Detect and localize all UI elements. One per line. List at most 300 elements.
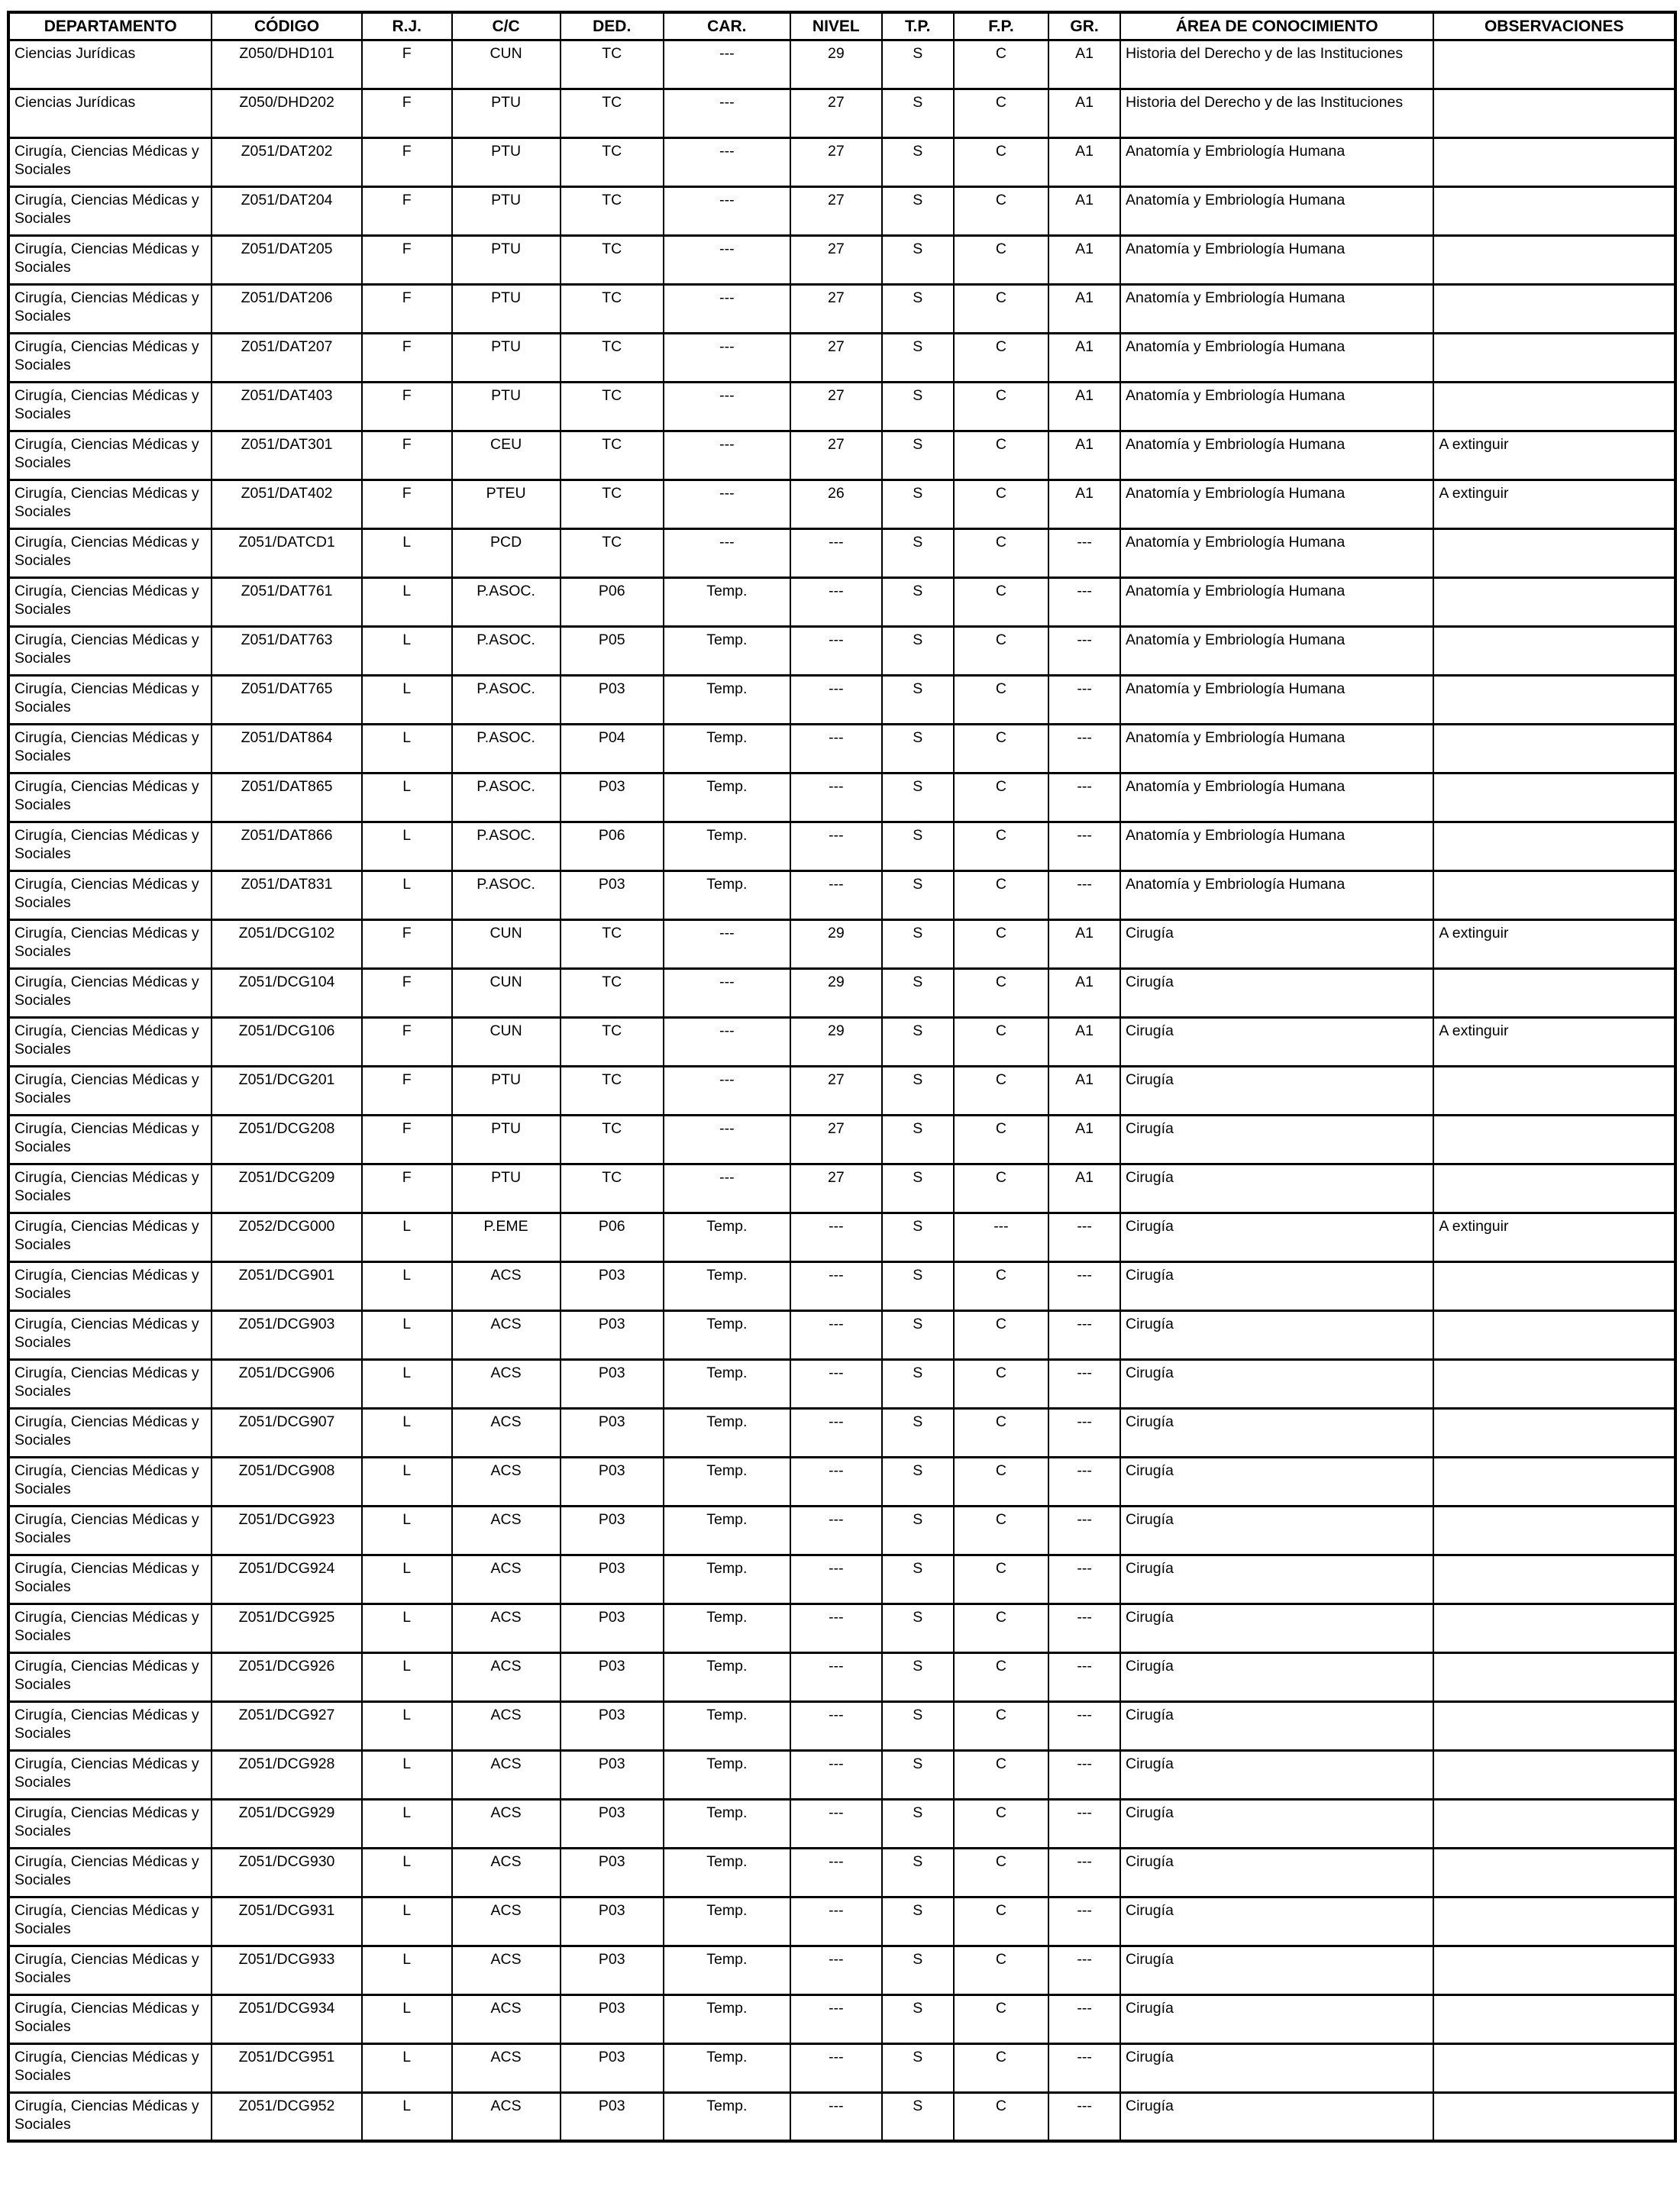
area-cell: Cirugía [1120, 1066, 1433, 1115]
observaciones-cell [1433, 1359, 1675, 1408]
observaciones-cell: A extinguir [1433, 431, 1675, 480]
nivel-cell: --- [790, 626, 882, 675]
tp-cell: S [882, 1310, 954, 1359]
gr-cell: A1 [1048, 333, 1120, 382]
car-cell: Temp. [664, 2092, 790, 2141]
ded-cell: P03 [561, 1897, 664, 1946]
cc-cell: ACS [452, 2092, 561, 2141]
rj-cell: F [362, 1066, 452, 1115]
observaciones-cell [1433, 333, 1675, 382]
area-cell: Anatomía y Embriología Humana [1120, 284, 1433, 333]
ded-cell: P03 [561, 1506, 664, 1555]
rj-cell: F [362, 137, 452, 186]
codigo-cell: Z051/DCG208 [212, 1115, 361, 1164]
nivel-cell: --- [790, 1457, 882, 1506]
column-header-nivel: NIVEL [790, 12, 882, 40]
nivel-cell: --- [790, 724, 882, 773]
car-cell: --- [664, 919, 790, 968]
fp-cell: C [954, 1652, 1048, 1701]
car-cell: --- [664, 137, 790, 186]
area-cell: Anatomía y Embriología Humana [1120, 186, 1433, 235]
table-row [8, 333, 1675, 382]
tp-cell: S [882, 724, 954, 773]
tp-cell: S [882, 1604, 954, 1652]
nivel-cell: 27 [790, 431, 882, 480]
gr-cell: A1 [1048, 1017, 1120, 1066]
gr-cell: --- [1048, 626, 1120, 675]
car-cell: Temp. [664, 1848, 790, 1897]
departamento-cell: Cirugía, Ciencias Médicas y Sociales [8, 577, 212, 626]
codigo-cell: Z051/DAT202 [212, 137, 361, 186]
fp-cell: C [954, 284, 1048, 333]
ded-cell: TC [561, 382, 664, 431]
codigo-cell: Z051/DCG952 [212, 2092, 361, 2141]
rj-cell: L [362, 1848, 452, 1897]
nivel-cell: 27 [790, 235, 882, 284]
tp-cell: S [882, 1115, 954, 1164]
departamento-cell: Cirugía, Ciencias Médicas y Sociales [8, 1408, 212, 1457]
departamento-cell: Cirugía, Ciencias Médicas y Sociales [8, 724, 212, 773]
codigo-cell: Z051/DCG933 [212, 1946, 361, 1994]
table-row [8, 382, 1675, 431]
tp-cell: S [882, 626, 954, 675]
cc-cell: P.EME [452, 1213, 561, 1261]
rj-cell: L [362, 1457, 452, 1506]
observaciones-cell [1433, 1506, 1675, 1555]
car-cell: --- [664, 186, 790, 235]
rj-cell: F [362, 968, 452, 1017]
gr-cell: --- [1048, 577, 1120, 626]
ded-cell: TC [561, 186, 664, 235]
fp-cell: C [954, 333, 1048, 382]
departamento-cell: Cirugía, Ciencias Médicas y Sociales [8, 528, 212, 577]
car-cell: --- [664, 235, 790, 284]
tp-cell: S [882, 382, 954, 431]
area-cell: Cirugía [1120, 2092, 1433, 2141]
fp-cell: C [954, 919, 1048, 968]
nivel-cell: --- [790, 1261, 882, 1310]
rj-cell: L [362, 675, 452, 724]
table-row [8, 1897, 1675, 1946]
cc-cell: CEU [452, 431, 561, 480]
gr-cell: --- [1048, 1310, 1120, 1359]
cc-cell: P.ASOC. [452, 773, 561, 822]
cc-cell: PTEU [452, 480, 561, 528]
fp-cell: C [954, 2043, 1048, 2092]
tp-cell: S [882, 40, 954, 89]
codigo-cell: Z051/DAT301 [212, 431, 361, 480]
car-cell: Temp. [664, 870, 790, 919]
observaciones-cell [1433, 626, 1675, 675]
table-row [8, 2043, 1675, 2092]
codigo-cell: Z051/DCG104 [212, 968, 361, 1017]
codigo-cell: Z051/DCG907 [212, 1408, 361, 1457]
departamento-cell: Cirugía, Ciencias Médicas y Sociales [8, 1848, 212, 1897]
observaciones-cell [1433, 577, 1675, 626]
rj-cell: L [362, 1750, 452, 1799]
rj-cell: L [362, 1994, 452, 2043]
gr-cell: --- [1048, 1457, 1120, 1506]
car-cell: Temp. [664, 1261, 790, 1310]
departamento-cell: Cirugía, Ciencias Médicas y Sociales [8, 1994, 212, 2043]
cc-cell: PTU [452, 382, 561, 431]
gr-cell: --- [1048, 870, 1120, 919]
observaciones-cell [1433, 186, 1675, 235]
observaciones-cell [1433, 40, 1675, 89]
cc-cell: CUN [452, 919, 561, 968]
cc-cell: PTU [452, 284, 561, 333]
codigo-cell: Z051/DCG926 [212, 1652, 361, 1701]
gr-cell: --- [1048, 1799, 1120, 1848]
nivel-cell: --- [790, 773, 882, 822]
table-row [8, 822, 1675, 870]
ded-cell: TC [561, 89, 664, 137]
nivel-cell: --- [790, 1310, 882, 1359]
area-cell: Anatomía y Embriología Humana [1120, 773, 1433, 822]
ded-cell: P03 [561, 1946, 664, 1994]
codigo-cell: Z051/DAT206 [212, 284, 361, 333]
cc-cell: ACS [452, 1457, 561, 1506]
codigo-cell: Z051/DCG923 [212, 1506, 361, 1555]
rj-cell: L [362, 870, 452, 919]
gr-cell: A1 [1048, 89, 1120, 137]
gr-cell: --- [1048, 822, 1120, 870]
rj-cell: L [362, 1799, 452, 1848]
area-cell: Cirugía [1120, 1115, 1433, 1164]
fp-cell: C [954, 431, 1048, 480]
codigo-cell: Z051/DCG930 [212, 1848, 361, 1897]
departamento-cell: Cirugía, Ciencias Médicas y Sociales [8, 1701, 212, 1750]
observaciones-cell [1433, 1750, 1675, 1799]
tp-cell: S [882, 577, 954, 626]
area-cell: Cirugía [1120, 1017, 1433, 1066]
fp-cell: C [954, 235, 1048, 284]
car-cell: --- [664, 480, 790, 528]
ded-cell: TC [561, 919, 664, 968]
tp-cell: S [882, 919, 954, 968]
area-cell: Cirugía [1120, 1310, 1433, 1359]
gr-cell: --- [1048, 1359, 1120, 1408]
codigo-cell: Z051/DCG951 [212, 2043, 361, 2092]
nivel-cell: 27 [790, 137, 882, 186]
fp-cell: C [954, 137, 1048, 186]
table-row [8, 1408, 1675, 1457]
nivel-cell: --- [790, 1994, 882, 2043]
ded-cell: P03 [561, 675, 664, 724]
codigo-cell: Z051/DAT761 [212, 577, 361, 626]
tp-cell: S [882, 2092, 954, 2141]
codigo-cell: Z050/DHD202 [212, 89, 361, 137]
departamento-cell: Cirugía, Ciencias Médicas y Sociales [8, 822, 212, 870]
car-cell: Temp. [664, 1213, 790, 1261]
tp-cell: S [882, 1799, 954, 1848]
rj-cell: L [362, 1604, 452, 1652]
gr-cell: A1 [1048, 137, 1120, 186]
car-cell: Temp. [664, 1408, 790, 1457]
ded-cell: TC [561, 333, 664, 382]
area-cell: Cirugía [1120, 919, 1433, 968]
table-row [8, 528, 1675, 577]
car-cell: Temp. [664, 1799, 790, 1848]
cc-cell: ACS [452, 1799, 561, 1848]
nivel-cell: --- [790, 1652, 882, 1701]
departamento-cell: Cirugía, Ciencias Médicas y Sociales [8, 870, 212, 919]
fp-cell: C [954, 89, 1048, 137]
area-cell: Cirugía [1120, 1897, 1433, 1946]
fp-cell: C [954, 1359, 1048, 1408]
fp-cell: C [954, 1555, 1048, 1604]
codigo-cell: Z051/DCG102 [212, 919, 361, 968]
table-row [8, 870, 1675, 919]
codigo-cell: Z051/DCG934 [212, 1994, 361, 2043]
nivel-cell: --- [790, 675, 882, 724]
table-row [8, 40, 1675, 89]
cc-cell: PTU [452, 1115, 561, 1164]
area-cell: Anatomía y Embriología Humana [1120, 137, 1433, 186]
cc-cell: ACS [452, 1701, 561, 1750]
ded-cell: P03 [561, 773, 664, 822]
car-cell: --- [664, 1017, 790, 1066]
column-header-c-digo: CÓDIGO [212, 12, 361, 40]
column-header-gr: GR. [1048, 12, 1120, 40]
ded-cell: TC [561, 1115, 664, 1164]
nivel-cell: --- [790, 1506, 882, 1555]
area-cell: Cirugía [1120, 1408, 1433, 1457]
cc-cell: ACS [452, 1310, 561, 1359]
column-header-car: CAR. [664, 12, 790, 40]
observaciones-cell [1433, 1408, 1675, 1457]
ded-cell: TC [561, 1017, 664, 1066]
area-cell: Cirugía [1120, 1799, 1433, 1848]
table-row [8, 1359, 1675, 1408]
codigo-cell: Z051/DCG928 [212, 1750, 361, 1799]
rj-cell: L [362, 1652, 452, 1701]
gr-cell: A1 [1048, 1066, 1120, 1115]
observaciones-cell [1433, 2043, 1675, 2092]
area-cell: Cirugía [1120, 1164, 1433, 1213]
ded-cell: TC [561, 235, 664, 284]
ded-cell: P03 [561, 870, 664, 919]
fp-cell: C [954, 724, 1048, 773]
rj-cell: L [362, 1213, 452, 1261]
car-cell: Temp. [664, 1701, 790, 1750]
table-row [8, 1555, 1675, 1604]
car-cell: Temp. [664, 1604, 790, 1652]
area-cell: Cirugía [1120, 1994, 1433, 2043]
cc-cell: PTU [452, 137, 561, 186]
fp-cell: C [954, 1506, 1048, 1555]
cc-cell: CUN [452, 1017, 561, 1066]
nivel-cell: 27 [790, 333, 882, 382]
rj-cell: L [362, 1897, 452, 1946]
fp-cell: C [954, 1017, 1048, 1066]
observaciones-cell [1433, 2092, 1675, 2141]
tp-cell: S [882, 1164, 954, 1213]
codigo-cell: Z051/DAT864 [212, 724, 361, 773]
fp-cell: C [954, 1066, 1048, 1115]
area-cell: Cirugía [1120, 1457, 1433, 1506]
ded-cell: P05 [561, 626, 664, 675]
car-cell: Temp. [664, 1897, 790, 1946]
ded-cell: TC [561, 40, 664, 89]
observaciones-cell [1433, 1946, 1675, 1994]
tp-cell: S [882, 675, 954, 724]
ded-cell: P03 [561, 1555, 664, 1604]
fp-cell: C [954, 822, 1048, 870]
observaciones-cell [1433, 1457, 1675, 1506]
departamento-cell: Cirugía, Ciencias Médicas y Sociales [8, 1750, 212, 1799]
rj-cell: F [362, 284, 452, 333]
rj-cell: L [362, 1555, 452, 1604]
table-row [8, 1750, 1675, 1799]
table-row [8, 186, 1675, 235]
nivel-cell: 29 [790, 40, 882, 89]
area-cell: Cirugía [1120, 1506, 1433, 1555]
fp-cell: C [954, 40, 1048, 89]
gr-cell: --- [1048, 1946, 1120, 1994]
observaciones-cell [1433, 1115, 1675, 1164]
codigo-cell: Z051/DCG201 [212, 1066, 361, 1115]
table-row [8, 773, 1675, 822]
area-cell: Cirugía [1120, 1555, 1433, 1604]
cc-cell: ACS [452, 1897, 561, 1946]
rj-cell: L [362, 528, 452, 577]
table-row [8, 480, 1675, 528]
area-cell: Cirugía [1120, 968, 1433, 1017]
car-cell: Temp. [664, 1457, 790, 1506]
codigo-cell: Z051/DAT207 [212, 333, 361, 382]
fp-cell: C [954, 1604, 1048, 1652]
observaciones-cell [1433, 1701, 1675, 1750]
cc-cell: ACS [452, 1994, 561, 2043]
rj-cell: L [362, 822, 452, 870]
table-row [8, 1604, 1675, 1652]
ded-cell: TC [561, 431, 664, 480]
table-row [8, 724, 1675, 773]
ded-cell: TC [561, 480, 664, 528]
rj-cell: F [362, 235, 452, 284]
observaciones-cell [1433, 773, 1675, 822]
codigo-cell: Z051/DCG209 [212, 1164, 361, 1213]
nivel-cell: 27 [790, 1164, 882, 1213]
area-cell: Cirugía [1120, 1359, 1433, 1408]
car-cell: Temp. [664, 1359, 790, 1408]
cc-cell: PTU [452, 333, 561, 382]
nivel-cell: 29 [790, 1017, 882, 1066]
tp-cell: S [882, 870, 954, 919]
nivel-cell: 27 [790, 1066, 882, 1115]
nivel-cell: --- [790, 870, 882, 919]
area-cell: Anatomía y Embriología Humana [1120, 577, 1433, 626]
observaciones-cell [1433, 1799, 1675, 1848]
column-header-observaciones: OBSERVACIONES [1433, 12, 1675, 40]
tp-cell: S [882, 1848, 954, 1897]
table-row [8, 431, 1675, 480]
area-cell: Anatomía y Embriología Humana [1120, 626, 1433, 675]
rj-cell: L [362, 773, 452, 822]
positions-table [7, 11, 1677, 2143]
area-cell: Cirugía [1120, 1946, 1433, 1994]
tp-cell: S [882, 822, 954, 870]
tp-cell: S [882, 1066, 954, 1115]
ded-cell: P03 [561, 1457, 664, 1506]
car-cell: Temp. [664, 1652, 790, 1701]
column-header-f-p: F.P. [954, 12, 1048, 40]
nivel-cell: --- [790, 1408, 882, 1457]
gr-cell: --- [1048, 1701, 1120, 1750]
car-cell: --- [664, 40, 790, 89]
observaciones-cell [1433, 1555, 1675, 1604]
ded-cell: P03 [561, 1652, 664, 1701]
gr-cell: A1 [1048, 480, 1120, 528]
area-cell: Anatomía y Embriología Humana [1120, 675, 1433, 724]
gr-cell: --- [1048, 1408, 1120, 1457]
codigo-cell: Z050/DHD101 [212, 40, 361, 89]
header-row [8, 12, 1675, 40]
codigo-cell: Z051/DCG908 [212, 1457, 361, 1506]
departamento-cell: Cirugía, Ciencias Médicas y Sociales [8, 1017, 212, 1066]
observaciones-cell [1433, 528, 1675, 577]
area-cell: Cirugía [1120, 1848, 1433, 1897]
departamento-cell: Cirugía, Ciencias Médicas y Sociales [8, 333, 212, 382]
car-cell: --- [664, 284, 790, 333]
tp-cell: S [882, 968, 954, 1017]
codigo-cell: Z051/DATCD1 [212, 528, 361, 577]
fp-cell: C [954, 1994, 1048, 2043]
area-cell: Historia del Derecho y de las Instituciones [1120, 40, 1433, 89]
area-cell: Historia del Derecho y de las Instituciones [1120, 89, 1433, 137]
cc-cell: ACS [452, 1750, 561, 1799]
departamento-cell: Cirugía, Ciencias Médicas y Sociales [8, 1261, 212, 1310]
ded-cell: TC [561, 137, 664, 186]
nivel-cell: --- [790, 1799, 882, 1848]
car-cell: Temp. [664, 1750, 790, 1799]
gr-cell: --- [1048, 1604, 1120, 1652]
ded-cell: TC [561, 1066, 664, 1115]
tp-cell: S [882, 1750, 954, 1799]
codigo-cell: Z051/DCG901 [212, 1261, 361, 1310]
nivel-cell: 27 [790, 284, 882, 333]
fp-cell: C [954, 1848, 1048, 1897]
table-row [8, 1994, 1675, 2043]
departamento-cell: Cirugía, Ciencias Médicas y Sociales [8, 1946, 212, 1994]
nivel-cell: --- [790, 1701, 882, 1750]
ded-cell: P06 [561, 1213, 664, 1261]
rj-cell: F [362, 1017, 452, 1066]
departamento-cell: Cirugía, Ciencias Médicas y Sociales [8, 675, 212, 724]
observaciones-cell [1433, 724, 1675, 773]
observaciones-cell [1433, 382, 1675, 431]
rj-cell: L [362, 724, 452, 773]
gr-cell: --- [1048, 1261, 1120, 1310]
gr-cell: --- [1048, 2092, 1120, 2141]
codigo-cell: Z051/DAT866 [212, 822, 361, 870]
cc-cell: PTU [452, 1066, 561, 1115]
car-cell: Temp. [664, 1310, 790, 1359]
area-cell: Cirugía [1120, 1213, 1433, 1261]
ded-cell: P03 [561, 1701, 664, 1750]
ded-cell: P03 [561, 1750, 664, 1799]
table-row [8, 1261, 1675, 1310]
cc-cell: ACS [452, 2043, 561, 2092]
fp-cell: C [954, 1164, 1048, 1213]
car-cell: --- [664, 1164, 790, 1213]
car-cell: --- [664, 382, 790, 431]
ded-cell: P03 [561, 1848, 664, 1897]
car-cell: --- [664, 333, 790, 382]
table-row [8, 626, 1675, 675]
column-header-t-p: T.P. [882, 12, 954, 40]
